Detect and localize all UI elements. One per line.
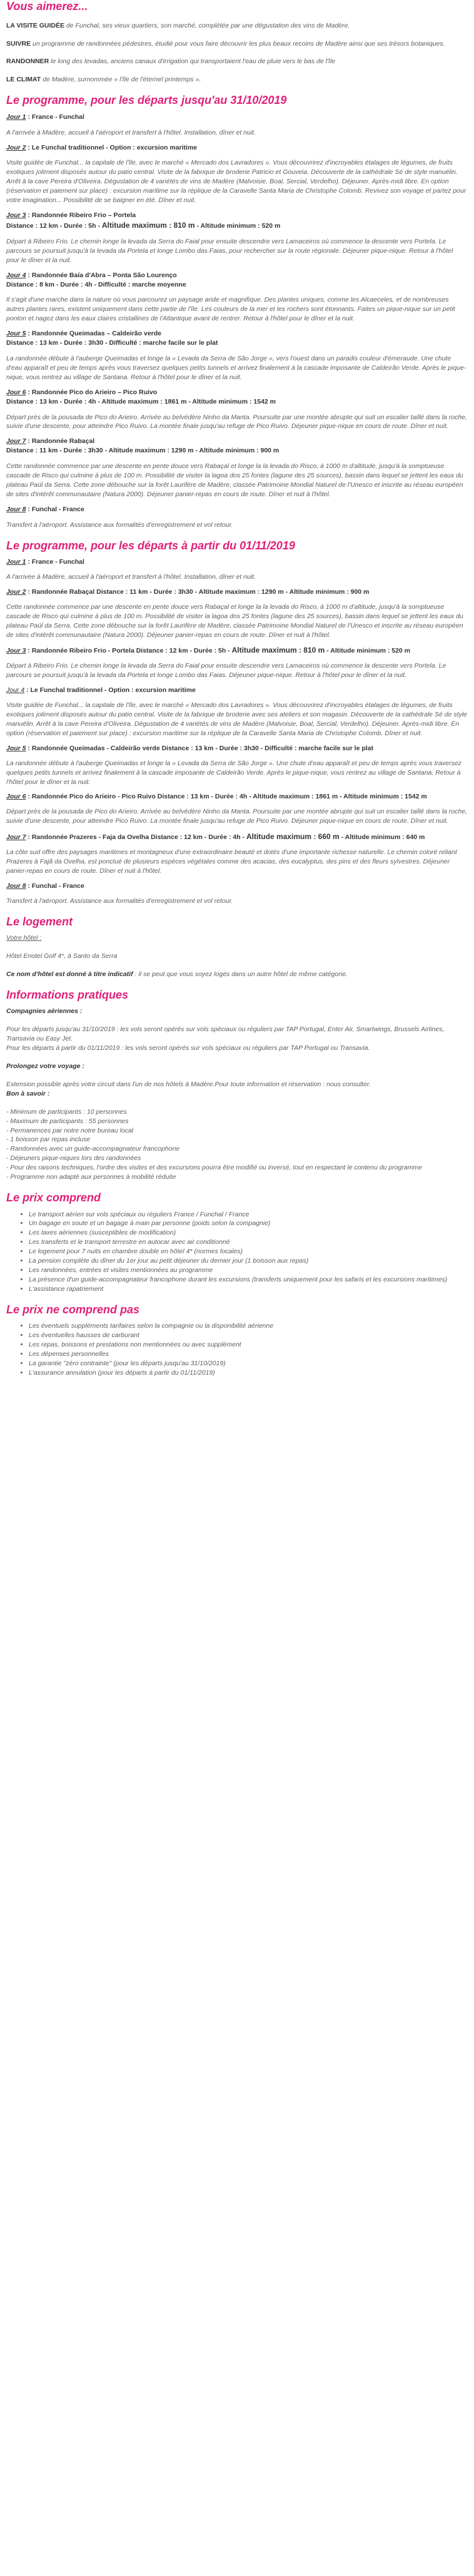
day-description: Départ à Ribeiro Frio. Le chemin longe la levada da Serra do Faial pour ensuite descendre vers Lamaceiros où commence la descente vers Portela. Le parcours se poursuit jusqu'à la levada da Portela et longe Lombo das Faias, pour rechercher sur la route régionale. Déjeuner pique-nique. Retour à l'hôtel pour le dîner et la nuit. bbox=[6, 237, 453, 264]
price-includes-item: • L'assistance rapatriement bbox=[29, 1285, 468, 1294]
hotel-note-rest: : il se peut que vous soyez logés dans un autre hôtel de même catégorie. bbox=[133, 970, 348, 978]
day-heading bbox=[6, 388, 468, 397]
day-label: Jour 5 bbox=[6, 744, 26, 752]
price-excludes-item: • L'assurance annulation (pour les départs à partir du 01/11/2019) bbox=[29, 1368, 468, 1378]
hotel-note-lead: Ce nom d'hôtel est donné à titre indicatif bbox=[6, 970, 133, 978]
intro-text: de Funchal, ses vieux quartiers, son marché, complétée par une dégustation des vins de Madère. bbox=[64, 21, 350, 29]
day-title: : Randonnée Pico do Arieiro – Pico Ruivo bbox=[26, 388, 158, 396]
intro-paragraph bbox=[6, 39, 468, 49]
intro-text: de Madère, surnommée « l'île de l'éternel printemps ». bbox=[41, 76, 201, 84]
hotel-name: Hôtel Enotel Golf 4*, à Santo da Serra bbox=[6, 952, 118, 960]
day-heading bbox=[6, 143, 468, 153]
price-includes-item: • Les transferts et le transport terrestre en autocar avec air conditionné bbox=[29, 1238, 468, 1247]
altitude-min: - Altitude minimum : 520 m bbox=[194, 221, 281, 230]
day-description: Départ près de la pousada de Pico do Arieiro. Arrivée au belvédère Ninho da Manta. Poursuite par une montée abrupte qui suit un escalier taillé dans la roche, suivie d'une descente, pour atteindre Pico Ruivo. La montée finale jusqu'au refuge de Pico Ruivo. Déjeuner pique-nique en cours de route. Dîner et nuit. bbox=[6, 413, 467, 430]
day-spacer bbox=[6, 348, 468, 354]
day-spacer bbox=[6, 122, 468, 128]
day-description: Transfert à l'aéroport. Assistance aux formalités d'enregistrement et vol retour. bbox=[6, 521, 233, 529]
day-label: Jour 3 bbox=[6, 647, 26, 655]
good-to-know-item: - Déjeuners pique-niques lors des randonnées bbox=[6, 1154, 141, 1163]
day-label: Jour 1 bbox=[6, 113, 26, 121]
good-to-know-item: - Programme non adapté aux personnes à mobilité réduite bbox=[6, 1173, 176, 1181]
program-until-days bbox=[6, 113, 468, 530]
day-heading bbox=[6, 329, 468, 339]
price-includes-item: • La pension complète du dîner du 1er jour au petit déjeuner du dernier jour (1 boisson aux repas) bbox=[29, 1256, 468, 1266]
day-meta-text: Distance : 12 km - Durée : 5h - bbox=[6, 221, 102, 230]
day-label: Jour 5 bbox=[6, 330, 26, 338]
day-meta-text: Distance : 13 km - Durée : 4h - Altitude maximum : 1861 m - Altitude minimum : 1542 m bbox=[6, 397, 276, 405]
day-spacer bbox=[6, 289, 468, 295]
day-description: Visite guidée de Funchal... la capitale de l'île, avec le marché « Mercado dos Lavradores ». Vous découvrirez d'incroyables étalages de légumes, de fruits exotiques joliment disposés autour du patio central. Visite de la fabrique de broderie Patricio et Gouveia. Découverte de la cathédrale Sé de style manuélin. Arrêt à la cave Pereira d'Oliveira. Dégustation de 4 variétés de vins de Madère (Malvoisie, Boal, Sercial, Verdelho). Déjeuner. Après-midi libre. En option (réservation et paiement sur place) : excursion maritime sur la réplique de la Caravelle Santa Maria de Christophe Colomb. Revivez son voyage et partez pour votre imagination... Possibilité de se baigner en été. Dîner et nuit. bbox=[6, 159, 466, 205]
altitude-min: - Altitude minimum : 640 m bbox=[339, 833, 425, 842]
day-label: Jour 3 bbox=[6, 211, 26, 219]
altitude-max: Altitude maximum : 810 m bbox=[231, 646, 325, 655]
day-title: : Le Funchal traditionnel - Option : excursion maritime bbox=[24, 686, 196, 695]
intro-lead: RANDONNER bbox=[6, 58, 49, 66]
good-to-know-list bbox=[6, 1107, 468, 1182]
day-heading bbox=[6, 113, 468, 122]
hotel-note bbox=[6, 970, 468, 979]
day-spacer bbox=[6, 152, 468, 158]
good-to-know-item: - Maximum de participants : 55 personnes bbox=[6, 1117, 129, 1125]
day-title: : Randonnée Queimadas - Caldeirão verde Distance : 13 km - Durée : 3h30 - Difficulté : marche facile sur le plat bbox=[26, 744, 374, 752]
intro-list bbox=[6, 21, 468, 85]
intro-text: un programme de randonnées pédestres, étudié pour vous faire découvrir les plus beaux recoins de Madère ainsi que ses trésors botaniques. bbox=[31, 39, 445, 48]
airlines-text: Pour les départs jusqu'au 31/10/2019 : les vols seront opérés sur vols spéciaux ou réguliers par TAP Portugal, Enter Air, Smartwings, Brussels Airlines, Transavia ou Easy Jet. Pour les départs à partir du 01/11/2019 : les vols seront opérés sur vols spéciaux ou réguliers par TAP Portugal ou Transavia. bbox=[6, 1026, 445, 1052]
price-includes-item: • Le transport aérien sur vols spéciaux ou réguliers France / Funchal / France bbox=[29, 1210, 468, 1219]
day-description: La randonnée débute à l'auberge Queimadas et longe la « Levada da Serra de São Jorge ». Une chute d'eau apparaît et peu de temps après vous traversez quelques petits tunnels et arrivez finalement à la cascade imposante de Caldeirão Verde. Après le pique-nique, vous rentrez au village de Santana. Retour à l'hôtel pour le dîner et la nuit. bbox=[6, 759, 461, 786]
altitude-max: Altitude maximum : 660 m bbox=[246, 832, 340, 842]
altitude-min: - Altitude minimum : 520 m bbox=[325, 647, 411, 655]
day-meta bbox=[6, 280, 468, 290]
intro-text: le long des levadas, anciens canaux d'irrigation qui transportaient l'eau de pluie vers le bas de l'île bbox=[49, 58, 336, 66]
day-title: : Randonnée Ribeiro Frio – Portela bbox=[26, 211, 136, 219]
day-meta-text: Distance : 11 km - Durée : 3h30 - Altitude maximum : 1290 m - Altitude minimum : 900 m bbox=[6, 447, 280, 455]
price-excludes-item: • Les éventuels suppléments tarifaires selon la compagnie ou la disponibilité aérienne bbox=[29, 1321, 468, 1331]
program-title-from: Le programme, pour les départs à partir du 01/11/2019 bbox=[6, 539, 295, 552]
day-label: Jour 2 bbox=[6, 588, 26, 596]
good-to-know-item: - 1 boisson par repas incluse bbox=[6, 1136, 91, 1144]
day-title: : Le Funchal traditionnel - Option : excursion maritime bbox=[26, 143, 198, 151]
day-description: Départ à Ribeiro Frio. Le chemin longe la levada da Serra do Faial pour ensuite descendre vers Lamaceiros où commence la descente vers Portela. Le parcours se poursuit jusqu'à la levada da Portela et longe Lombo das Faias. Déjeuner pique-nique. Retour à l'hôtel pour le dîner et la nuit. bbox=[6, 662, 446, 680]
airlines-title: Compagnies aériennes : bbox=[6, 1007, 83, 1016]
day-description: A l'arrivée à Madère, accueil à l'aéroport et transfert à l'hôtel. Installation, dîner et nuit. bbox=[6, 573, 256, 581]
intro-lead: LE CLIMAT bbox=[6, 76, 41, 84]
day-title: : Funchal - France bbox=[26, 505, 84, 513]
day-label: Jour 6 bbox=[6, 793, 26, 801]
day-meta bbox=[6, 339, 468, 348]
price-includes-item: • Un bagage en soute et un bagage à main par personne (poids selon la compagnie) bbox=[29, 1219, 468, 1228]
day-heading bbox=[6, 437, 468, 446]
intro-paragraph bbox=[6, 75, 468, 84]
day-description: Visite guidée de Funchal... la capitale de l'île, avec le marché « Mercado dos Lavradores ». Vous découvrirez d'incroyables étalages de légumes, de fruits exotiques joliment disposés autour du patio central. Visite de la fabrique de broderie avec ses ateliers et son magasin. Découverte de la cathédrale Sé de style manuélin. Arrêt à la cave Pereira d'Oliveira. Dégustation de 4 variétés de vins de Madère (Malvoisie, Boal, Sercial, Verdelho). Déjeuner. Après-midi libre. En option (réservation et paiement sur place) : excursion maritime sur la réplique de la Caravelle Santa Maria de Christophe Colomb. Dîner et nuit. bbox=[6, 701, 467, 737]
price-excludes-item: • Les dépenses personnelles bbox=[29, 1350, 468, 1359]
intro-paragraph bbox=[6, 57, 468, 66]
day-meta-text: Distance : 8 km - Durée : 4h - Difficulté : marche moyenne bbox=[6, 280, 186, 288]
day-meta-text: Distance : 13 km - Durée : 3h30 - Difficulté : marche facile sur le plat bbox=[6, 339, 218, 347]
day-spacer bbox=[6, 456, 468, 462]
good-to-know-item: - Pour des raisons techniques, l'ordre des visites et des excursions pourra être modifié ou inversé, tout en respectant le contenu du programme bbox=[6, 1164, 423, 1172]
price-includes-item: • Les taxes aériennes (susceptibles de modification) bbox=[29, 1228, 468, 1238]
day-description: Cette randonnée commence par une descente en pente douce vers Rabaçal et longe la la levada do Risco, à 1000 m d'altitude, jusqu'à la somptueuse cascade de Risco qui culmine à plus de 100 m. Possibilité de visiter la lagoa dos 25 fontes (lagune des 25 sources), bassin dans lequel se jettent les eaux du plateau Paúl da Serra. Cette zone débouche sur la forêt Laurifère de Madère, classée Patrimoine Mondial Naturel de l'Unesco et inscrite au réseau européen de sites d'intérêt communautaire (Natura 2000). Déjeuner panier-repas en cours de route. Dîner et nuit à l'hôtel. bbox=[6, 462, 463, 498]
day-title: : Randonnée Ribeiro Frio - Portela Distance : 12 km - Durée : 5h - bbox=[26, 647, 232, 655]
day-title: : France - Funchal bbox=[26, 113, 84, 121]
day-spacer bbox=[6, 231, 468, 237]
day-label: Jour 4 bbox=[6, 686, 25, 695]
day-heading bbox=[6, 211, 468, 220]
day-label: Jour 4 bbox=[6, 271, 26, 279]
price-includes-item: • Le logement pour 7 nuits en chambre double en hôtel 4* (normes locales) bbox=[29, 1247, 468, 1256]
day-title: : Randonnée Rabaçal bbox=[26, 437, 95, 445]
price-excludes-title: Le prix ne comprend pas bbox=[6, 1303, 140, 1316]
day-heading bbox=[6, 505, 468, 514]
price-excludes-item: • La garantie "zéro contrainte" (pour les départs jusqu'au 31/10/2019) bbox=[29, 1359, 468, 1368]
day-description: La randonnée débute à l'auberge Queimadas et longe la « Levada da Serra de São Jorge », vers l'ouest dans un paradis couleur d'émeraude. Une chute d'eau apparaît et peu de temps après vous traversez quelques petits tunnels et arrivez finalement à la cascade imposante de Caldeirão Verde. Après le pique-nique, vous rentrez au village de Santana. Retour à l'hôtel pour le dîner et la nuit. bbox=[6, 354, 466, 381]
day-spacer bbox=[6, 407, 468, 413]
program-from-days bbox=[6, 557, 468, 906]
day-label: Jour 1 bbox=[6, 558, 26, 566]
price-includes-item: • Les randonnées, entrées et visites mentionnées au programme bbox=[29, 1266, 468, 1275]
day-meta bbox=[6, 397, 468, 407]
top-heading: Vous aimerez... bbox=[6, 0, 88, 13]
day-meta bbox=[6, 446, 468, 456]
day-title: : Randonnée Queimadas – Caldeirão verde bbox=[26, 330, 162, 338]
good-to-know-item: - Minimum de participants : 10 personnes bbox=[6, 1107, 127, 1116]
day-title: : Randonnée Baía d'Abra – Ponta São Lourenço bbox=[26, 271, 177, 279]
day-label: Jour 8 bbox=[6, 505, 26, 513]
day-meta bbox=[6, 220, 468, 231]
price-includes-title: Le prix comprend bbox=[6, 1191, 101, 1204]
program-title-until: Le programme, pour les départs jusqu'au 31/10/2019 bbox=[6, 94, 287, 107]
price-excludes-list bbox=[6, 1321, 468, 1377]
day-description: Départ près de la pousada de Pico do Arieiro. Arrivée au belvédère Ninho da Manta. Poursuite par une montée abrupte qui suit un escalier taillé dans la roche, suivie d'une descente, pour atteindre Pico Ruivo. La montée finale jusqu'au refuge de Pico Ruivo. Déjeuner pique-nique en cours de route. Dîner et nuit. bbox=[6, 808, 467, 825]
extend-text: Extension possible après votre circuit dans l'un de nos hôtels à Madère.Pour toute information et réservation : nous consulter. bbox=[6, 1080, 371, 1088]
day-title: : Funchal - France bbox=[26, 882, 84, 890]
day-title: : Randonnée Prazeres - Faja da Ovelha Distance : 12 km - Durée : 4h - bbox=[26, 833, 246, 842]
day-label: Jour 7 bbox=[6, 833, 26, 842]
day-title: : France - Funchal bbox=[26, 558, 84, 566]
extend-title: Prolongez votre voyage : bbox=[6, 1062, 84, 1071]
day-label: Jour 6 bbox=[6, 388, 26, 396]
day-title: : Randonnée Rabaçal Distance : 11 km - Durée : 3h30 - Altitude maximum : 1290 m - Altitude minimum : 900 m bbox=[26, 588, 370, 596]
intro-paragraph bbox=[6, 21, 468, 31]
lodging-subtitle: Votre hôtel : bbox=[6, 934, 42, 942]
day-spacer bbox=[6, 514, 468, 521]
price-excludes-item: • Les éventuelles hausses de carburant bbox=[29, 1331, 468, 1340]
altitude-max: Altitude maximum : 810 m bbox=[101, 220, 195, 230]
lodging-title: Le logement bbox=[6, 915, 73, 928]
good-to-know-title: Bon à savoir : bbox=[6, 1089, 50, 1097]
day-description: Cette randonnée commence par une descente en pente douce vers Rabaçal et longe la la levada do Risco, à 1000 m d'altitude, jusqu'à la somptueuse cascade de Risco qui culmine à plus de 100 m. Possibilité de visiter la lagoa dos 25 fontes (lagune des 25 sources), bassin dans lequel se jettent les eaux du plateau Paúl da Serra. Cette zone débouche sur la forêt Laurifère de Madère, classée Patrimoine Mondial Naturel de l'Unesco et inscrite au réseau européen de sites d'intérêt communautaire (Natura 2000). Déjeuner panier-repas en cours de route. Dîner et nuit à l'hôtel. bbox=[6, 603, 463, 639]
practical-info-title: Informations pratiques bbox=[6, 988, 129, 1001]
intro-lead: SUIVRE bbox=[6, 39, 31, 48]
day-description: Transfert à l'aéroport. Assistance aux formalités d'enregistrement et vol retour. bbox=[6, 897, 233, 905]
day-label: Jour 2 bbox=[6, 143, 26, 151]
day-description: A l'arrivée à Madère, accueil à l'aéroport et transfert à l'hôtel. Installation, dîner et nuit. bbox=[6, 128, 256, 136]
day-heading bbox=[6, 271, 468, 280]
price-includes-list bbox=[6, 1210, 468, 1294]
price-excludes-item: • Les repas, boissons et prestations non mentionnées ou avec supplément bbox=[29, 1340, 468, 1350]
price-includes-item: • La présence d'un guide-accompagnateur francophone durant les excursions (transferts uniquement pour les safaris et les excursions maritimes) bbox=[29, 1275, 468, 1285]
day-label: Jour 7 bbox=[6, 437, 26, 445]
day-description: Il s'agit d'une marche dans la nature où vous parcourez un paysage aride et magnifique. Des plantes uniques, comme les Alcaeceles, et de nombreuses autres plantes rares, existent uniquement dans cette partie de l'île. Les couleurs de la mer et les rochers sont étonnants. Faites un pique-nique sur un petit ponton et nagez dans les eaux claires cristallines de l'Atlantique avant de rentrer. Retour à l'hôtel pour le dîner et la nuit. bbox=[6, 296, 455, 323]
day-title: : Randonnée Pico do Arieiro - Pico Ruivo Distance : 13 km - Durée : 4h - Altitude maximum : 1861 m - Altitude minimum : 1542 m bbox=[26, 793, 427, 801]
good-to-know-item: - Permanences par notre notre bureau local bbox=[6, 1126, 134, 1134]
good-to-know-item: - Randonnées avec un guide-accompagnateur francophone bbox=[6, 1145, 180, 1153]
day-description: La côte sud offre des paysages maritimes et montagneux d'une extraordinaire beauté et dotés d'une importante richesse naturelle. Le chemin coloré reliant Prazeres à Fajã da Ovelha, est ponctué de plusieurs espèces végétales comme des acacias, des eucalyptus, des pins et des fleurs sylvestres. Déjeuner panier-repas en cours de route. Dîner et nuit à l'hôtel. bbox=[6, 848, 457, 875]
day-label: Jour 8 bbox=[6, 882, 26, 890]
intro-lead: LA VISITE GUIDÉE bbox=[6, 21, 64, 29]
